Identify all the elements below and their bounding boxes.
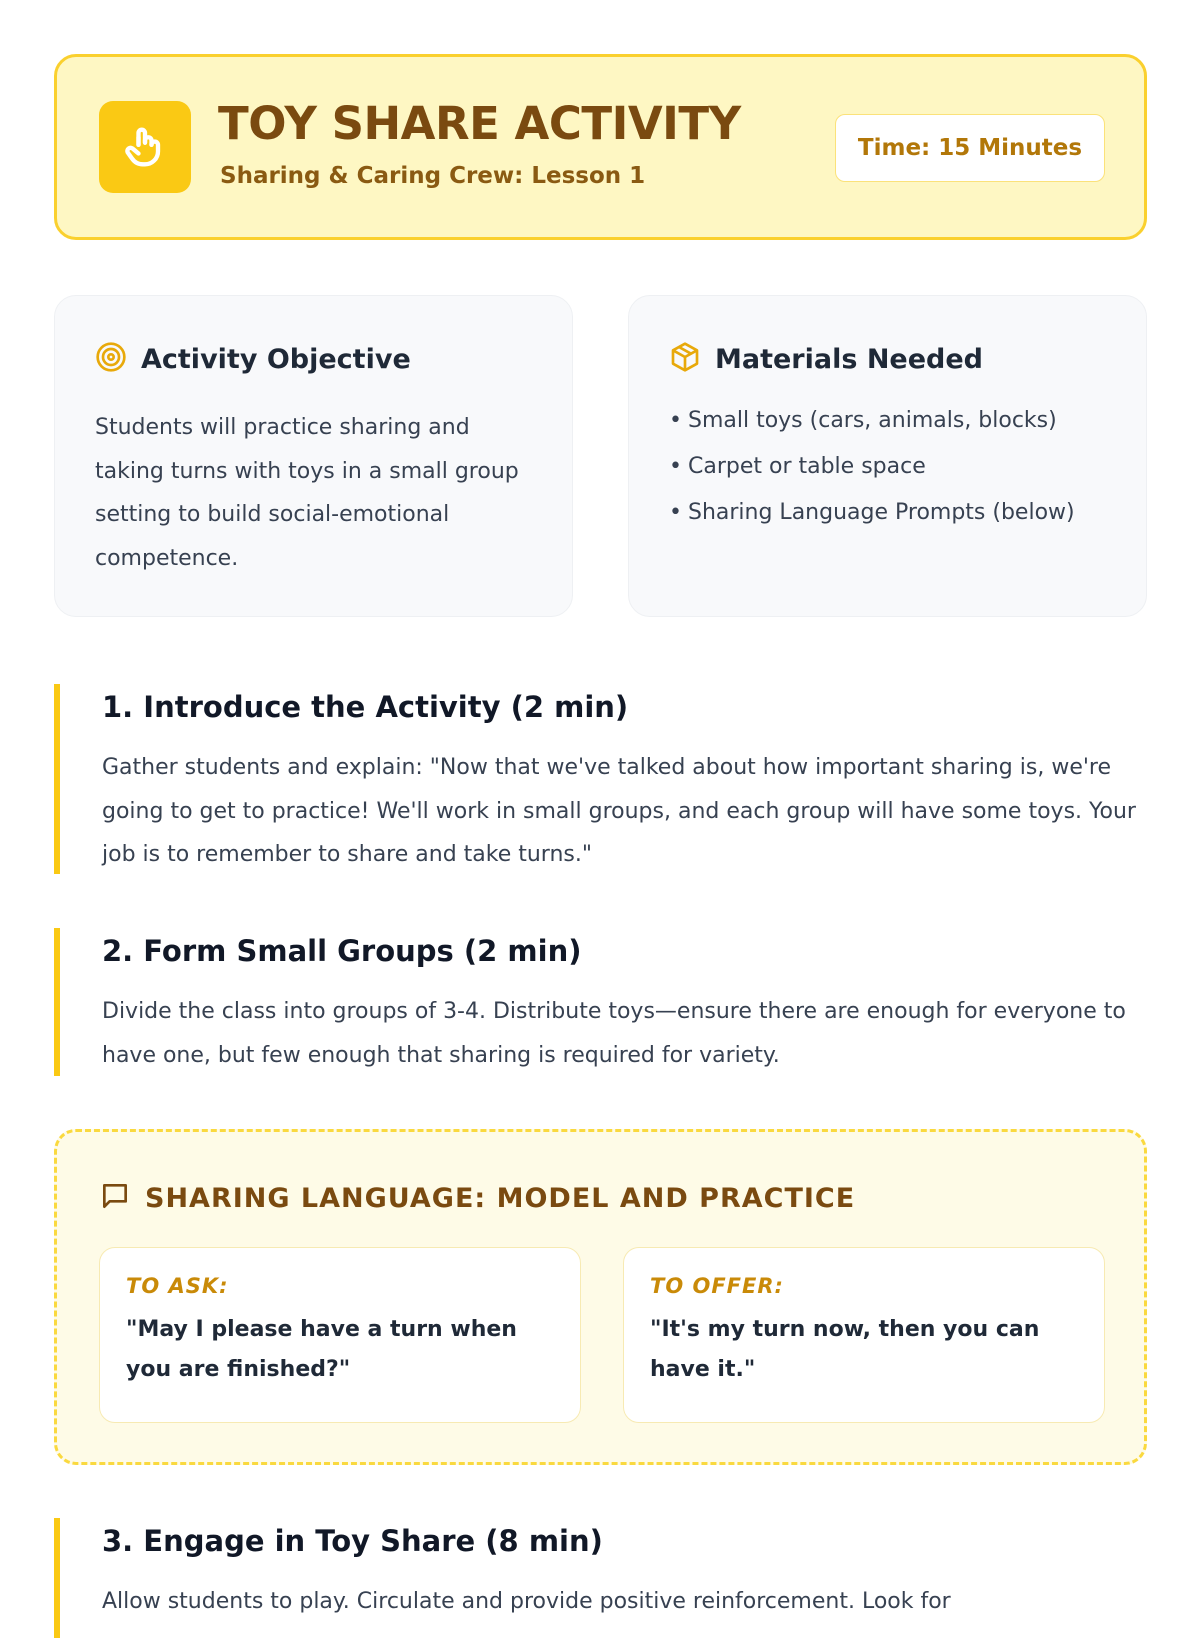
time-badge: Time: 15 Minutes	[835, 114, 1105, 182]
objective-title: Activity Objective	[141, 343, 411, 375]
chat-bubble-icon	[99, 1180, 131, 1216]
list-item: • Carpet or table space	[669, 447, 1119, 487]
offer-prompt-card	[623, 1247, 1105, 1423]
hand-icon	[99, 101, 191, 193]
target-icon	[95, 341, 127, 377]
list-item: • Sharing Language Prompts (below)	[669, 493, 1119, 533]
box-icon	[669, 341, 701, 377]
materials-list	[669, 401, 1119, 539]
activity-header	[54, 54, 1147, 240]
lesson-subtitle: Sharing & Caring Crew: Lesson 1	[220, 163, 646, 189]
step-body: Allow students to play. Circulate and provide positive reinforcement. Look for	[102, 1589, 951, 1614]
sharing-language-box	[54, 1129, 1147, 1465]
step-body: Gather students and explain: "Now that we've talked about how important sharing is, we're going to get to practice! We'll work in small groups, and each group will have some toys. Your job is to remember to share and take turns."	[102, 755, 1136, 867]
ask-text: "May I please have a turn when you are finished?"	[126, 1317, 517, 1382]
step-body: Divide the class into groups of 3-4. Distribute toys—ensure there are enough for everyone to have one, but few enough that sharing is required for variety.	[102, 999, 1126, 1068]
ask-prompt-card	[99, 1247, 581, 1423]
offer-label: TO OFFER:	[650, 1274, 784, 1298]
step-form-groups	[54, 928, 1147, 1076]
objective-text: Students will practice sharing and taking turns with toys in a small group setting to build social-emotional competence.	[95, 415, 519, 571]
objective-card	[54, 295, 573, 617]
step-title: 2. Form Small Groups (2 min)	[102, 934, 582, 968]
step-title: 3. Engage in Toy Share (8 min)	[102, 1524, 603, 1558]
step-title: 1. Introduce the Activity (2 min)	[102, 690, 629, 724]
offer-text: "It's my turn now, then you can have it."	[650, 1317, 1040, 1382]
step-introduce	[54, 684, 1147, 874]
materials-title: Materials Needed	[715, 343, 984, 375]
materials-card	[628, 295, 1147, 617]
ask-label: TO ASK:	[126, 1274, 229, 1298]
step-engage	[54, 1518, 1147, 1638]
page-title: TOY SHARE ACTIVITY	[218, 97, 741, 150]
list-item: • Small toys (cars, animals, blocks)	[669, 401, 1119, 441]
sharing-language-title: SHARING LANGUAGE: MODEL AND PRACTICE	[145, 1182, 856, 1214]
